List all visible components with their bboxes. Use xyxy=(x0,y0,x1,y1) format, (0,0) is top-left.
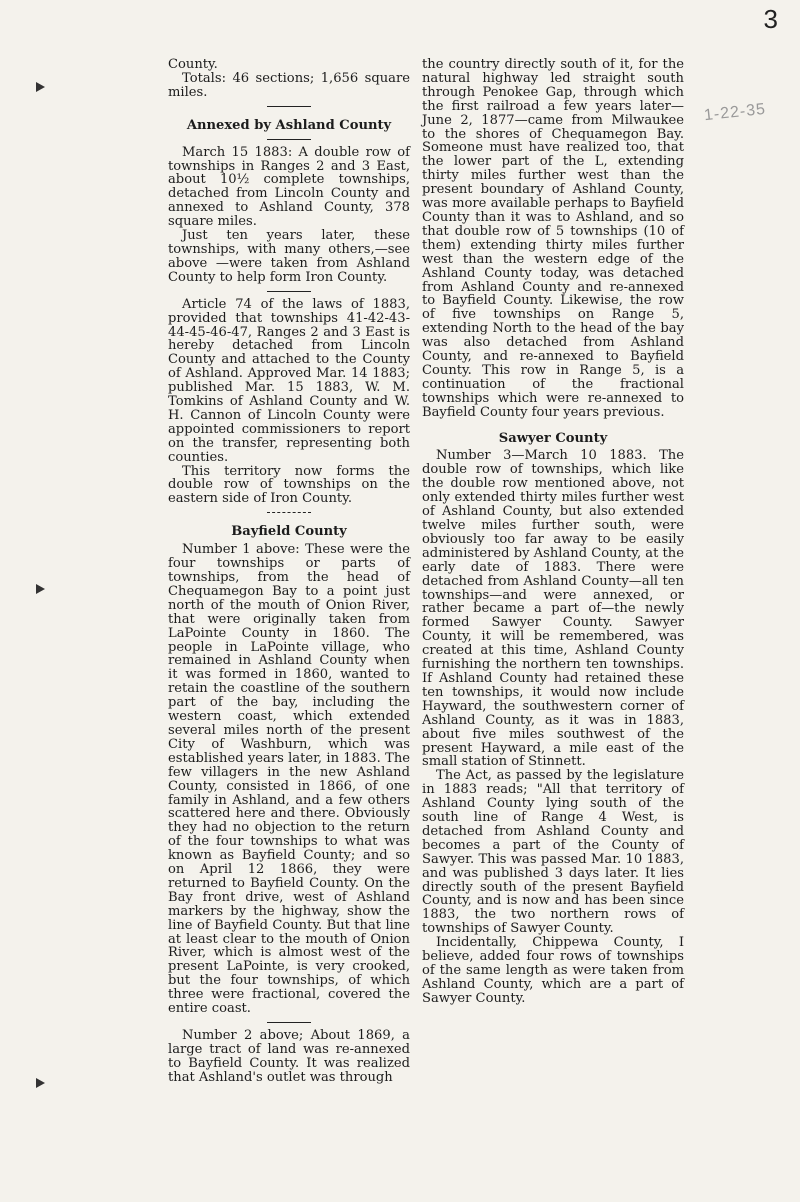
paragraph-march-15: March 15 1883: A double row of townships in Ranges 2 and 3 East, about 10½ complete townships, detached from Lincoln County and annexed to Ashland County, 378 square miles. xyxy=(168,144,410,230)
margin-arrow-icon xyxy=(36,82,45,92)
paragraph-territory: This territory now forms the double row of townships on the eastern side of Iron County. xyxy=(168,463,410,507)
section-divider xyxy=(267,139,311,140)
paragraph-totals: Totals: 46 sections; 1,656 square miles. xyxy=(168,70,410,100)
paragraph-article-74: Article 74 of the laws of 1883, provided that townships 41-42-43-44-45-46-47, Ranges 2 and 3 East is hereby detached from Lincoln County and attached to the County of Ashland. Approved Mar. 14 1883; published Mar. 15 1883, W. M. Tomkins of Ashland County and W. H. Cannon of Lincoln County were appointed commissioners to report on the transfer, representing both counties. xyxy=(168,296,410,465)
paragraph-number-1: Number 1 above: These were the four townships or parts of townships, from the head of Chequamegon Bay to a point just north of the mouth of Onion River, that were originally taken from LaPointe County in 1860. The people in LaPointe village, who remained in Ashland County when it was formed in 1860, wanted to retain the coastline of the southern part of the bay, including the western coast, which extended several miles north of the present City of Washburn, which was established years later, in 1883. The few villagers in the new Ashland County, consisted in 1866, of one family in Ashland, and a few others scattered here and there. Obviously they had no objection to the return of the four townships to what was known as Bayfield County; and so on April 12 1866, they were returned to Bayfield County. On the Bay front drive, west of Ashland markers by the highway, show the line of Bayfield County. But that line at least clear to the mouth of Onion River, which is almost west of the present LaPointe, is very crooked, but the four townships, of which three were fractional, covered the entire coast. xyxy=(168,542,410,1017)
paragraph-country: the country directly south of it, for the natural highway led straight south through Penokee Gap, through which the first railroad a few years later—June 2, 1877—came from Milwaukee to the shores of Chequamegon Bay. Someone must have realized too, that the lower part of the L, extending thirty miles further west than the present boundary of Ashland County, was more available perhaps to Bayfield County than it was to Ashland, and so that double row of 5 townships (10 of them) extending thirty miles further west than the western edge of the Ashland County today, was detached from Ashland County and re-annexed to Bayfield County. Likewise, the row of five townships on Range 5, extending North to the head of the bay was also detached from Ashland County, and re-annexed to Bayfield County. This row in Range 5, is a continuation of the fractional townships which were re-annexed to Bayfield County four years previous. xyxy=(422,57,684,420)
heading-bayfield-county: Bayfield County xyxy=(231,524,347,540)
paragraph-chippewa: Incidentally, Chippewa County, I believe, added four rows of townships of the same length as were taken from Ashland County, which are a part of Sawyer County. xyxy=(422,935,684,1006)
margin-arrow-icon xyxy=(36,1078,45,1088)
heading-annexed-by-ashland: Annexed by Ashland County xyxy=(186,117,392,133)
heading-sawyer-county: Sawyer County xyxy=(498,430,608,446)
left-column xyxy=(168,58,410,1085)
section-divider xyxy=(267,1022,311,1023)
section-divider xyxy=(267,291,311,292)
paragraph-number-3: Number 3—March 10 1883. The double row of townships, which like the double row mentioned above, not only extended thirty miles further west of Ashland County, but also extended twelve miles further south, were obviously too far away to be easily administered by Ashland County, at the early date of 1883. There were detached from Ashland County—all ten townships—and were annexed, or rather became a part of—the newly formed Sawyer County. Sawyer County, it will be remembered, was created at this time, Ashland County furnishing the northern ten townships. If Ashland County had retained these ten townships, it would now include Hayward, the southwestern corner of Ashland County, as it was in 1883, about five miles southwest of the present Hayward, a mile east of the small station of Stinnett. xyxy=(422,448,684,770)
page-number: 3 xyxy=(763,4,778,34)
paragraph-ten-years: Just ten years later, these townships, with many others,—see above —were taken from Ashland County to help form Iron County. xyxy=(168,228,410,285)
paragraph-number-2: Number 2 above; About 1869, a large tract of land was re-annexed to Bayfield County. It was realized that Ashland's outlet was through xyxy=(168,1028,410,1085)
handwritten-note: 1-22-35 xyxy=(703,100,767,125)
margin-arrow-icon xyxy=(36,584,45,594)
paragraph-act: The Act, as passed by the legislature in 1883 reads; "All that territory of Ashland County lying south of the south line of Range 4 West, is detached from Ashland County and becomes a part of the County of Sawyer. This was passed Mar. 10 1883, and was published 3 days later. It lies directly south of the present Bayfield County, and is now and has been since 1883, the two northern rows of townships of Sawyer County. xyxy=(422,768,684,937)
section-divider xyxy=(267,106,311,107)
section-divider xyxy=(267,512,311,513)
right-column xyxy=(422,58,684,1006)
paragraph-county: County. xyxy=(168,57,218,72)
